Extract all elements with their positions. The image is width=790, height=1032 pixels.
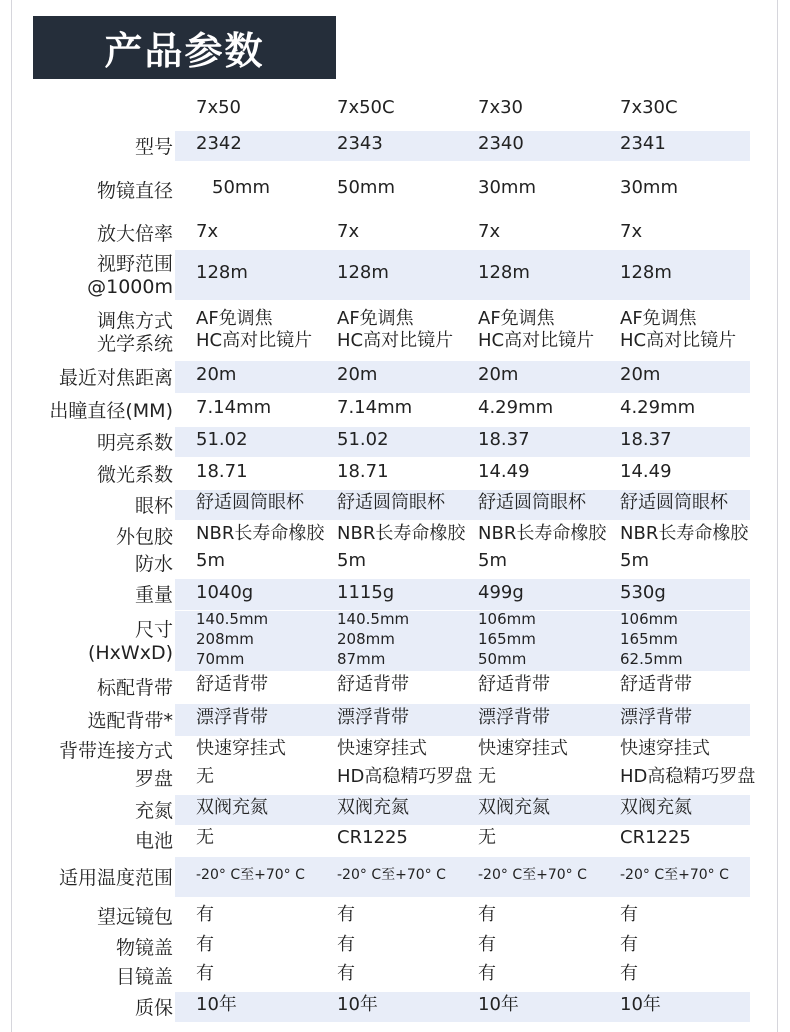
spec-value: 1040g: [196, 581, 254, 603]
spec-value: 双阀充氮: [196, 797, 268, 818]
spec-value: 5m: [337, 550, 366, 571]
spec-value: 20m: [620, 364, 661, 385]
spec-label: 背带连接方式: [58, 740, 173, 762]
spec-value: 7x: [337, 220, 360, 242]
spec-value: 无: [478, 765, 496, 787]
spec-value: 有: [196, 963, 214, 984]
spec-value: 7x: [620, 220, 643, 242]
spec-label: 选配背带*: [87, 709, 173, 732]
spec-label: 电池: [134, 829, 173, 852]
spec-label: 防水: [134, 552, 173, 575]
page-title: 产品参数: [33, 16, 336, 79]
spec-value: 106mm 165mm 50mm: [478, 610, 536, 668]
spec-label: 目镜盖: [115, 965, 173, 988]
spec-value: 2342: [196, 133, 242, 154]
spec-value: NBR长寿命橡胶: [337, 523, 466, 544]
spec-value: 530g: [620, 581, 666, 603]
spec-value: 7x: [478, 220, 501, 242]
spec-value: 30mm: [620, 177, 678, 198]
spec-value: 舒适圆筒眼杯: [620, 492, 728, 513]
spec-value: -20° C至+70° C: [337, 867, 446, 883]
column-header: 7x30C: [620, 97, 678, 118]
spec-value: 有: [196, 903, 214, 925]
spec-value: -20° C至+70° C: [478, 867, 587, 883]
spec-value: 20m: [337, 364, 378, 385]
spec-value: 快速穿挂式: [620, 737, 710, 759]
spec-value: -20° C至+70° C: [620, 867, 729, 883]
spec-label: 物镜直径: [96, 179, 173, 202]
spec-value: 有: [337, 963, 355, 984]
column-header: 7x30: [478, 97, 524, 118]
spec-value: 7.14mm: [337, 397, 413, 418]
spec-value: 10年: [337, 994, 378, 1015]
spec-value: 有: [620, 934, 638, 955]
spec-value: CR1225: [337, 827, 408, 848]
spec-value: 2341: [620, 133, 666, 154]
spec-label: 出瞳直径(MM): [49, 399, 173, 422]
spec-value: 18.37: [478, 429, 530, 450]
spec-value: -20° C至+70° C: [196, 867, 305, 883]
spec-value: 有: [196, 934, 214, 955]
column-header: 7x50C: [337, 97, 395, 118]
spec-value: 50mm: [212, 177, 270, 198]
spec-value: 128m: [337, 262, 389, 283]
spec-value: 2343: [337, 133, 383, 154]
spec-value: 有: [478, 963, 496, 984]
spec-value: 双阀充氮: [478, 797, 550, 818]
spec-value: 30mm: [478, 177, 536, 198]
spec-value: 有: [337, 903, 355, 925]
spec-value: 漂浮背带: [478, 707, 550, 728]
spec-label: 望远镜包: [96, 906, 173, 928]
spec-value: 18.71: [337, 461, 389, 482]
spec-label: 型号: [134, 135, 173, 158]
spec-value: CR1225: [620, 827, 691, 848]
spec-value: 快速穿挂式: [337, 737, 427, 759]
spec-label: 最近对焦距离: [58, 366, 173, 389]
spec-value: 20m: [478, 364, 519, 385]
spec-value: 快速穿挂式: [478, 737, 568, 759]
spec-label: 放大倍率: [96, 223, 173, 245]
spec-value: NBR长寿命橡胶: [620, 523, 749, 544]
spec-value: AF免调焦 HC高对比镜片: [620, 307, 737, 351]
spec-value: 1115g: [337, 581, 395, 603]
spec-value: 双阀充氮: [337, 797, 409, 818]
spec-value: HD高稳精巧罗盘: [620, 765, 756, 787]
spec-value: 有: [478, 903, 496, 925]
spec-value: 10年: [620, 994, 661, 1015]
spec-value: 20m: [196, 364, 237, 385]
spec-label: 微光系数: [96, 463, 173, 486]
spec-value: 4.29mm: [478, 397, 554, 418]
spec-label: 标配背带: [96, 676, 173, 699]
spec-value: 舒适圆筒眼杯: [478, 492, 586, 513]
spec-label: 适用温度范围: [58, 866, 173, 889]
spec-value: 7.14mm: [196, 397, 272, 418]
spec-label: 尺寸 (HxWxD): [87, 619, 173, 664]
spec-value: 4.29mm: [620, 397, 696, 418]
column-header: 7x50: [196, 97, 242, 118]
spec-value: 499g: [478, 581, 524, 603]
spec-label: 充氮: [134, 799, 173, 822]
spec-label: 罗盘: [134, 768, 173, 790]
spec-value: 无: [478, 827, 496, 848]
spec-value: 2340: [478, 133, 524, 154]
spec-value: AF免调焦 HC高对比镜片: [196, 307, 313, 351]
spec-row: [175, 992, 750, 1022]
spec-label: 重量: [134, 584, 173, 606]
spec-value: 有: [620, 963, 638, 984]
spec-label: 外包胶: [115, 525, 173, 548]
spec-value: 漂浮背带: [196, 707, 268, 728]
spec-value: 128m: [620, 262, 672, 283]
spec-label: 调焦方式 光学系统: [96, 309, 173, 355]
spec-value: 5m: [620, 550, 649, 571]
spec-value: 106mm 165mm 62.5mm: [620, 610, 683, 668]
spec-value: 舒适背带: [196, 674, 268, 695]
spec-value: 140.5mm 208mm 70mm: [196, 610, 269, 668]
spec-value: 18.71: [196, 461, 248, 482]
spec-value: 快速穿挂式: [196, 737, 286, 759]
spec-value: HD高稳精巧罗盘: [337, 765, 473, 787]
spec-value: AF免调焦 HC高对比镜片: [478, 307, 595, 351]
spec-label: 明亮系数: [96, 431, 173, 454]
spec-value: 51.02: [196, 429, 248, 450]
spec-value: 10年: [196, 994, 237, 1015]
spec-value: 5m: [478, 550, 507, 571]
spec-value: NBR长寿命橡胶: [478, 523, 607, 544]
spec-value: 7x: [196, 220, 219, 242]
spec-value: 漂浮背带: [620, 707, 692, 728]
spec-row: [175, 361, 750, 393]
spec-value: 漂浮背带: [337, 707, 409, 728]
spec-value: 舒适圆筒眼杯: [196, 492, 304, 513]
spec-value: 舒适背带: [337, 674, 409, 695]
spec-value: 舒适圆筒眼杯: [337, 492, 445, 513]
spec-value: 128m: [196, 262, 248, 283]
spec-value: 50mm: [337, 177, 395, 198]
spec-value: 128m: [478, 262, 530, 283]
spec-label: 视野范围 @1000m: [87, 253, 173, 298]
spec-label: 眼杯: [134, 494, 173, 517]
spec-value: 5m: [196, 550, 225, 571]
spec-value: 有: [620, 903, 638, 925]
spec-value: 14.49: [620, 461, 672, 482]
spec-value: NBR长寿命橡胶: [196, 523, 325, 544]
spec-value: 双阀充氮: [620, 797, 692, 818]
spec-value: 无: [196, 827, 214, 848]
spec-value: 51.02: [337, 429, 389, 450]
spec-value: 14.49: [478, 461, 530, 482]
spec-value: 舒适背带: [620, 674, 692, 695]
spec-value: 舒适背带: [478, 674, 550, 695]
spec-value: AF免调焦 HC高对比镜片: [337, 307, 454, 351]
spec-value: 10年: [478, 994, 519, 1015]
spec-value: 18.37: [620, 429, 672, 450]
spec-label: 物镜盖: [115, 936, 173, 959]
spec-label: 质保: [134, 996, 173, 1019]
spec-value: 有: [478, 934, 496, 955]
spec-value: 有: [337, 934, 355, 955]
spec-value: 无: [196, 765, 214, 787]
spec-value: 140.5mm 208mm 87mm: [337, 610, 410, 668]
